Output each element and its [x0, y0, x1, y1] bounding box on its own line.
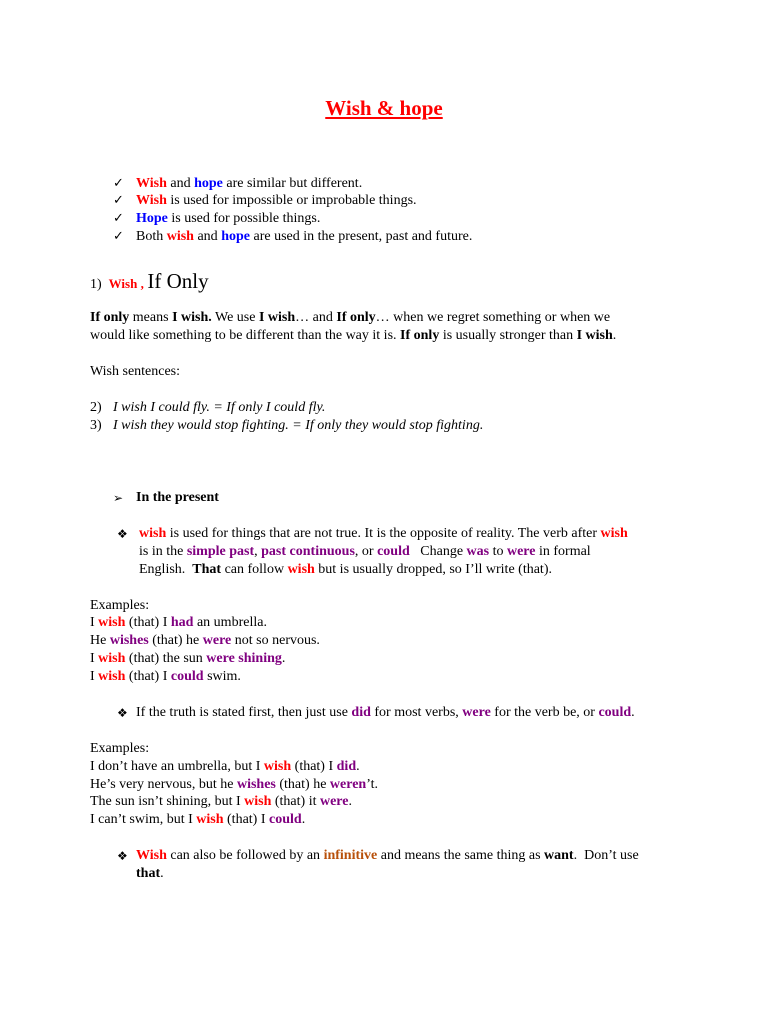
- intro-paragraph-line-2: would like something to be different than the way it is. If only is usually stronger than I wish.: [90, 328, 617, 343]
- list-number: 3): [90, 418, 102, 433]
- diamond-bullet-icon: ❖: [117, 527, 128, 541]
- checkmark-icon: ✓: [113, 176, 124, 191]
- present-heading: In the present: [136, 490, 219, 505]
- examples-label: Examples:: [90, 598, 150, 613]
- rule-paragraph-line: that.: [136, 866, 164, 881]
- checkmark-icon: ✓: [113, 193, 124, 208]
- diamond-bullet-icon: ❖: [117, 706, 128, 720]
- page-title: Wish & hope: [325, 96, 443, 120]
- rule-paragraph-line: If the truth is stated first, then just use did for most verbs, were for the verb be, or could.: [136, 705, 635, 720]
- diamond-bullet-icon: ❖: [117, 849, 128, 863]
- rule-paragraph-line: Wish can also be followed by an infinitive and means the same thing as want. Don’t use: [136, 848, 639, 863]
- example-row: He’s very nervous, but he wishes (that) he weren’t.: [90, 777, 379, 792]
- example-row: He wishes (that) he were not so nervous.: [90, 633, 320, 648]
- example-row: I wish (that) the sun were shining.: [90, 651, 286, 666]
- intro-paragraph-line-1: If only means I wish. We use I wish… and If only… when we regret something or when we: [90, 310, 611, 325]
- rule-paragraph-line: English. That can follow wish but is usually dropped, so I’ll write (that).: [139, 562, 552, 577]
- arrow-bullet-icon: ➢: [113, 491, 124, 505]
- bullet-item: Both wish and hope are used in the present, past and future.: [136, 229, 473, 244]
- checkmark-icon: ✓: [113, 211, 124, 226]
- numbered-example: I wish I could fly. = If only I could fly.: [113, 400, 326, 415]
- numbered-example: I wish they would stop fighting. = If only they would stop fighting.: [113, 418, 484, 433]
- example-row: I wish (that) I could swim.: [90, 669, 241, 684]
- example-row: I don’t have an umbrella, but I wish (that) I did.: [90, 759, 360, 774]
- bullet-item: Wish and hope are similar but different.: [136, 176, 363, 191]
- example-row: The sun isn’t shining, but I wish (that) it were.: [90, 794, 352, 809]
- example-row: I can’t swim, but I wish (that) I could.: [90, 812, 306, 827]
- bullet-item: Wish is used for impossible or improbable things.: [136, 193, 417, 208]
- examples-label: Examples:: [90, 741, 150, 756]
- checkmark-icon: ✓: [113, 229, 124, 244]
- rule-paragraph-line: is in the simple past, past continuous, or could Change was to were in formal: [139, 544, 591, 559]
- bullet-item: Hope is used for possible things.: [136, 211, 321, 226]
- rule-paragraph-line: wish is used for things that are not true. It is the opposite of reality. The verb after wish: [139, 526, 628, 541]
- list-number: 2): [90, 400, 102, 415]
- example-row: I wish (that) I had an umbrella.: [90, 615, 267, 630]
- section-heading-if-only: 1) Wish , If Only: [90, 269, 209, 293]
- wish-sentences-label: Wish sentences:: [90, 364, 181, 379]
